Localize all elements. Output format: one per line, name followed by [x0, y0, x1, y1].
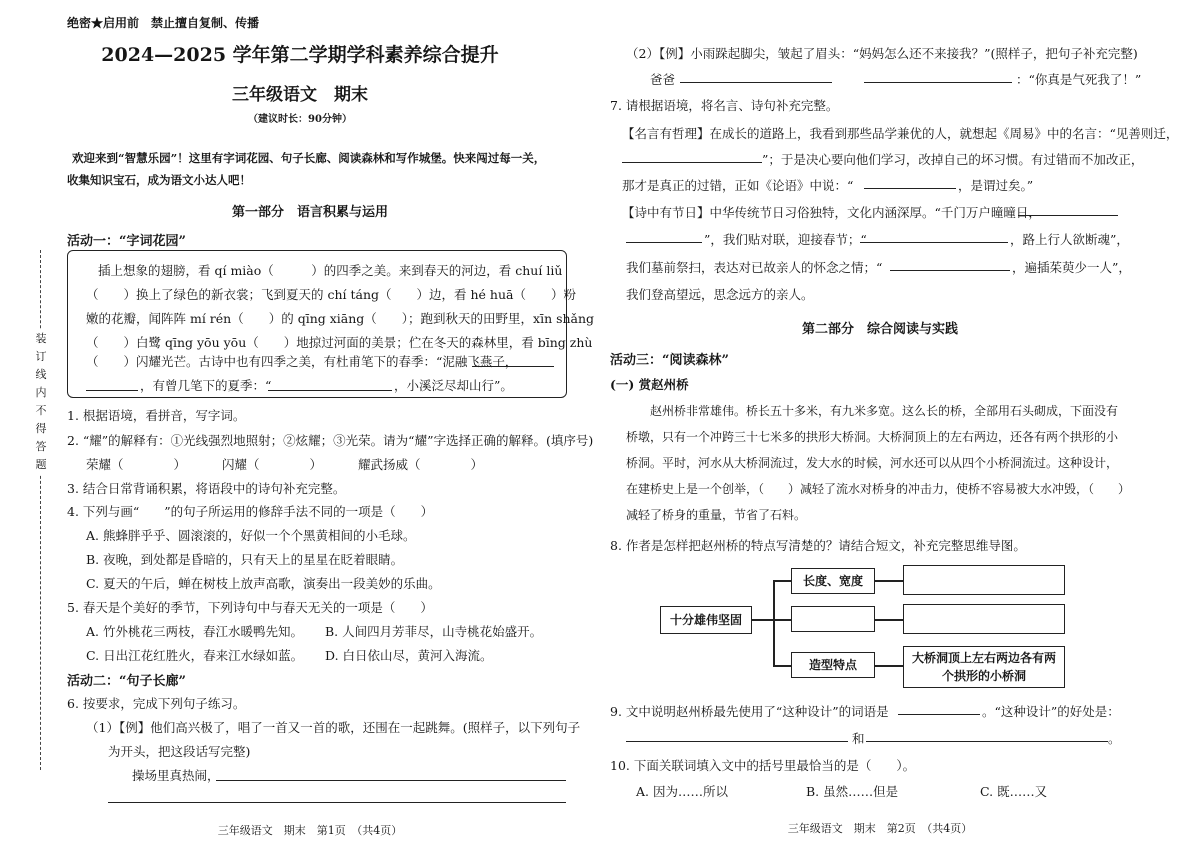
- q6-1-answer-line-1[interactable]: [216, 780, 566, 781]
- question-9: 9. 文中说明赵州桥最先使用了“这种设计”的词语是: [610, 704, 889, 719]
- footer-page-1: 三年级语文 期末 第1页 （共4页）: [217, 824, 403, 837]
- q7-proverb-blank-2[interactable]: [864, 188, 956, 189]
- q7-proverb-line-2: ”；于是决心要向他们学习，改掉自己的坏习惯。有过错而不加改正，: [762, 152, 1144, 167]
- q9-end: 。: [1108, 731, 1121, 746]
- q7-festival-blank-3[interactable]: [890, 270, 1010, 271]
- exam-subtitle: 三年级语文 期末: [232, 85, 368, 105]
- q2-option-3[interactable]: 耀武扬威（ ）: [358, 457, 484, 472]
- binding-line: [40, 250, 41, 770]
- q7-festival-blank-1[interactable]: [1018, 215, 1118, 216]
- q10-option-a[interactable]: A. 因为……所以: [636, 784, 728, 799]
- q7-festival-line-3-end: ，遍插茱萸少一人”，: [1012, 260, 1131, 275]
- activity2-heading: 活动二：“句子长廊”: [67, 674, 186, 689]
- mindmap-root: 十分雄伟坚固: [660, 606, 752, 634]
- intro-line-1: 欢迎来到“智慧乐园”！这里有字词花园、句子长廊、阅读森林和写作城堡。快来闯过每一关，: [72, 151, 546, 165]
- question-7: 7. 请根据语境，将名言、诗句补充完整。: [610, 98, 839, 113]
- question-3: 3. 结合日常背诵积累，将语段中的诗句补充完整。: [67, 481, 346, 496]
- box-line-1: 插上想象的翅膀，看 qí miào（ ）的四季之美。来到春天的河边，看 chuí liǔ: [98, 263, 563, 278]
- q7-festival-line-2-end: ，路上行人欲断魂”，: [1010, 232, 1129, 247]
- q6-2-example: （2）【例】小雨跺起脚尖，皱起了眉头：“妈妈怎么还不来接我？”(照样子，把句子补充完整): [626, 46, 1138, 61]
- mindmap-link-1: [875, 580, 903, 582]
- q6-1-example: （1）【例】他们高兴极了，唱了一首又一首的歌，还围在一起跳舞。(照样子，以下列句子: [86, 720, 581, 735]
- q7-festival-blank-1b[interactable]: [626, 242, 702, 243]
- box-line-4: （ ）白鹭 qīng yōu yōu（ ）地掠过河面的美景；伫在冬天的森林里，看 bīng zhù: [86, 335, 593, 350]
- q7-festival-line-2: ”，我们贴对联，迎接春节；“: [704, 232, 867, 247]
- exam-title: 2024—2025 学年第二学期学科素养综合提升: [101, 44, 499, 66]
- part1-heading: 第一部分 语言积累与运用: [231, 205, 388, 220]
- mindmap-answer-1[interactable]: [903, 565, 1065, 595]
- question-10: 10. 下面关联词填入文中的括号里最恰当的是（ ）。: [610, 758, 916, 773]
- q7-festival-blank-2[interactable]: [860, 242, 1008, 243]
- q4-option-c[interactable]: C. 夏天的午后，蝉在树枝上放声高歌，演奏出一段美妙的乐曲。: [86, 576, 441, 591]
- question-5: 5. 春天是个美好的季节，下列诗句中与春天无关的一项是（ ）: [67, 600, 433, 615]
- poem-blank-1b[interactable]: [86, 390, 138, 391]
- q9-middle: 。“这种设计”的好处是：: [982, 704, 1120, 719]
- mindmap-link-3: [875, 665, 903, 667]
- mindmap-branch-length-width: 长度、宽度: [791, 568, 875, 594]
- mindmap-branch-2-line: [773, 619, 791, 621]
- q9-and: 和: [852, 731, 865, 746]
- passage-line-5: 减轻了桥身的重量，节省了石料。: [626, 508, 807, 522]
- binding-warning: 装订线内不得答题: [34, 330, 48, 474]
- q7-festival-line-4: 我们登高望远，思念远方的亲人。: [626, 287, 814, 302]
- mindmap-link-2: [875, 619, 903, 621]
- question-4: 4. 下列与画“ ”的句子所运用的修辞手法不同的一项是（ ）: [67, 504, 434, 519]
- right-page: [600, 0, 1200, 848]
- q6-2-prefix: 爸爸: [650, 72, 676, 87]
- q10-option-c[interactable]: C. 既……又: [980, 784, 1048, 799]
- q2-option-2[interactable]: 闪耀（ ）: [222, 457, 323, 472]
- mindmap-branch-1-line: [773, 580, 791, 582]
- word-garden-box: [67, 250, 595, 398]
- q9-blank-2[interactable]: [626, 741, 848, 742]
- activity3-heading: 活动三：“阅读森林”: [610, 353, 729, 368]
- q5-option-b[interactable]: B. 人间四月芳菲尽，山寺桃花始盛开。: [325, 624, 543, 639]
- question-1: 1. 根据语境，看拼音，写字词。: [67, 408, 246, 423]
- box-line-2: （ ）换上了绿色的新衣裳；飞到夏天的 chí táng（ ）边，看 hé huā（ ）粉: [86, 287, 576, 302]
- passage-heading: (一) 赏赵州桥: [610, 377, 689, 392]
- q6-2-blank-2[interactable]: [864, 82, 1012, 83]
- q7-festival-line-1: 【诗中有节日】中华传统节日习俗独特，文化内涵深厚。“千门万户曈曈日，: [622, 205, 1041, 220]
- box-line-6: ，有曾几笔下的夏季：“: [140, 378, 272, 393]
- mindmap-branch-3-line: [773, 665, 791, 667]
- q7-festival-line-3: 我们墓前祭扫，表达对已故亲人的怀念之情；“: [626, 260, 883, 275]
- q4-option-b[interactable]: B. 夜晚，到处都是昏暗的，只有天上的星星在眨着眼睛。: [86, 552, 404, 567]
- q9-blank-3[interactable]: [866, 741, 1108, 742]
- box-line-3: 嫩的花瓣，闻阵阵 mí rén（ ）的 qīng xiāng（ ）；跑到秋天的田野里，xīn shǎng: [86, 311, 595, 326]
- q6-2-blank-1[interactable]: [680, 82, 832, 83]
- footer-page-2: 三年级语文 期末 第2页 （共4页）: [787, 822, 973, 835]
- mindmap-trunk: [773, 580, 775, 666]
- confidential-label: 绝密★启用前 禁止擅自复制、传播: [67, 16, 260, 30]
- mindmap-answer-2[interactable]: [903, 604, 1065, 634]
- mindmap-branch-shape: 造型特点: [791, 652, 875, 678]
- question-2: 2. “耀”的解释有：①光线强烈地照射；②炫耀；③光荣。请为“耀”字选择正确的解释。(填序号): [67, 433, 594, 448]
- q4-option-a[interactable]: A. 熊蜂胖乎乎、圆滚滚的，好似一个个黑黄相间的小毛球。: [86, 528, 416, 543]
- passage-line-1: 赵州桥非常雄伟。桥长五十多米，有九米多宽。这么长的桥，全部用石头砌成，下面没有: [650, 404, 1119, 418]
- q2-option-1[interactable]: 荣耀（ ）: [86, 457, 187, 472]
- q7-proverb-line-1: 【名言有哲理】在成长的道路上，我看到那些品学兼优的人，就想起《周易》中的名言：“见善则迁，: [622, 126, 1179, 141]
- passage-line-4: 在建桥史上是一个创举，（ ）减轻了流水对桥身的冲击力，使桥不容易被大水冲毁，（ ）: [626, 482, 1131, 496]
- q6-1-prompt: 操场里真热闹，: [132, 768, 220, 783]
- exam-duration: （建议时长：90分钟）: [248, 114, 352, 125]
- box-line-7: ，小溪泛尽却山行”。: [394, 378, 513, 393]
- poem-blank-1[interactable]: [472, 366, 554, 367]
- q10-option-b[interactable]: B. 虽然……但是: [806, 784, 899, 799]
- mindmap-connector: [752, 619, 774, 621]
- q7-proverb-blank-1[interactable]: [622, 162, 762, 163]
- question-8: 8. 作者是怎样把赵州桥的特点写清楚的？请结合短文，补充完整思维导图。: [610, 538, 1026, 553]
- passage-line-3: 桥洞。平时，河水从大桥洞流过，发大水的时候，河水还可以从四个小桥洞流过。这种设计，: [626, 456, 1119, 470]
- intro-line-2: 收集知识宝石，成为语文小达人吧！: [67, 173, 251, 187]
- q7-proverb-line-3-end: ，是谓过矣。”: [958, 178, 1034, 193]
- part2-heading: 第二部分 综合阅读与实践: [801, 322, 958, 337]
- q6-1-instruction: 为开头，把这段话写完整): [108, 744, 251, 759]
- q7-proverb-line-3: 那才是真正的过错，正如《论语》中说：“: [622, 178, 854, 193]
- mindmap-answer-3: 大桥洞顶上左右两边各有两个拱形的小桥洞: [903, 646, 1065, 688]
- q6-1-answer-line-2[interactable]: [108, 802, 566, 803]
- poem-blank-2[interactable]: [268, 390, 392, 391]
- q6-2-suffix: ：“你真是气死我了！”: [1016, 72, 1142, 87]
- passage-line-2: 桥墩，只有一个冲跨三十七米多的拱形大桥洞。大桥洞顶上的左右两边，还各有两个拱形的小: [626, 430, 1119, 444]
- q5-option-c[interactable]: C. 日出江花红胜火，春来江水绿如蓝。: [86, 648, 304, 663]
- q5-option-a[interactable]: A. 竹外桃花三两枝，春江水暖鸭先知。: [86, 624, 303, 639]
- mindmap-branch-blank[interactable]: [791, 606, 875, 632]
- q9-blank-1[interactable]: [898, 714, 980, 715]
- q5-option-d[interactable]: D. 白日依山尽，黄河入海流。: [325, 648, 493, 663]
- box-line-5: （ ）闪耀光芒。古诗中也有四季之美，有杜甫笔下的春季：“泥融飞燕子，: [86, 354, 518, 369]
- activity1-heading: 活动一：“字词花园”: [67, 234, 186, 249]
- question-6: 6. 按要求，完成下列句子练习。: [67, 696, 246, 711]
